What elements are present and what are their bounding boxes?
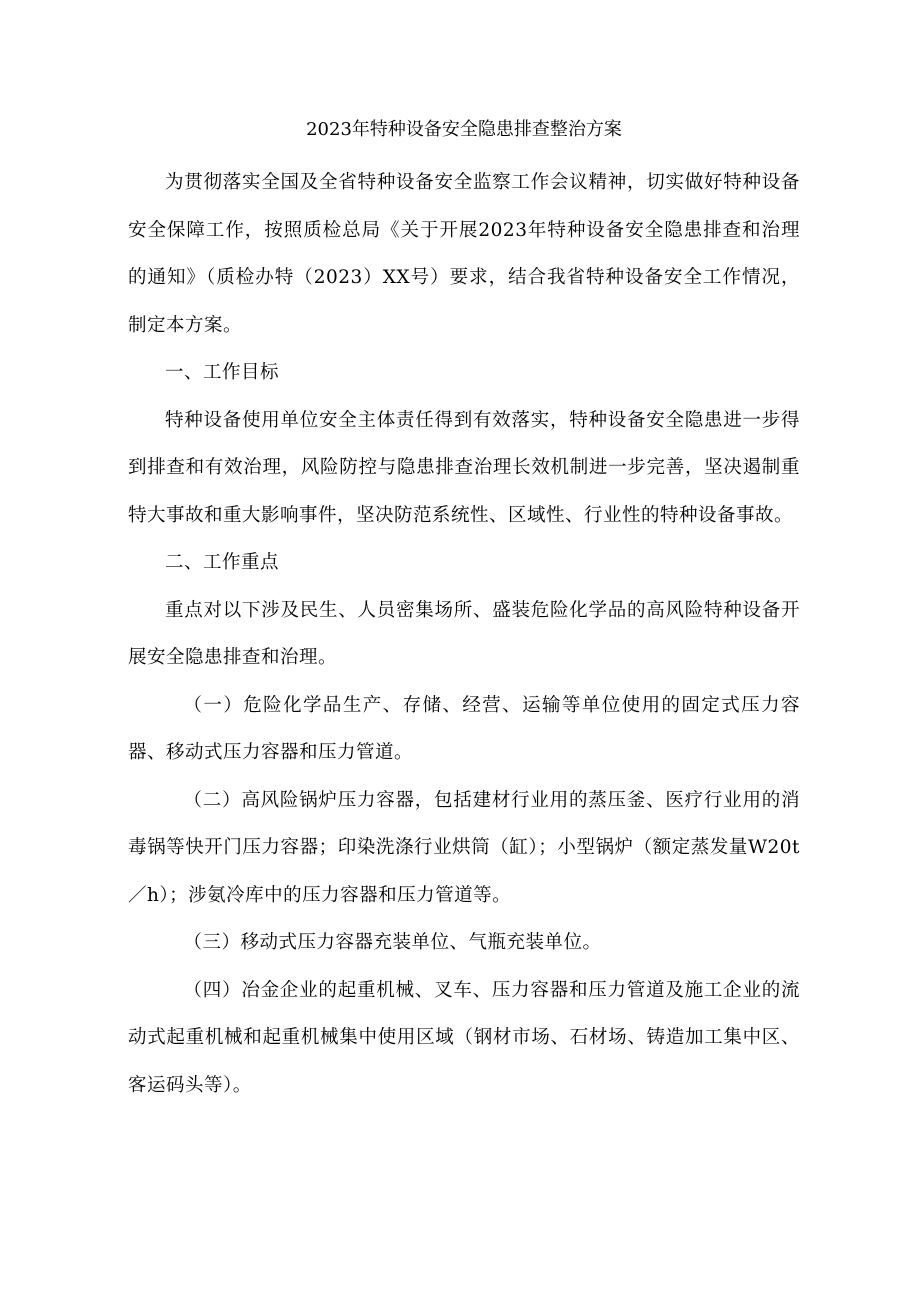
section-heading-focus: 二、工作重点	[165, 552, 280, 573]
focus-item-2: （二）高风险锅炉压力容器，包括建材行业用的蒸压釜、医疗行业用的消毒锅等快开门压力容器；印染洗涤行业烘筒（缸）；小型锅炉（额定蒸发量W20t／h）；涉氨冷库中的压力容器和压力管道等。	[128, 789, 800, 906]
section-heading-goals: 一、工作目标	[165, 362, 280, 383]
goals-paragraph: 特种设备使用单位安全主体责任得到有效落实，特种设备安全隐患进一步得到排查和有效治理，风险防控与隐患排查治理长效机制进一步完善，坚决遏制重特大事故和重大影响事件，坚决防范系统性、区域性、行业性的特种设备事故。	[128, 409, 800, 526]
focus-paragraph: 重点对以下涉及民生、人员密集场所、盛装危险化学品的高风险特种设备开展安全隐患排查和治理。	[128, 599, 800, 668]
focus-item-1: （一）危险化学品生产、存储、经营、运输等单位使用的固定式压力容器、移动式压力容器和压力管道。	[128, 694, 800, 763]
document-title: 2023年特种设备安全隐患排查整治方案	[306, 119, 622, 140]
intro-paragraph: 为贯彻落实全国及全省特种设备安全监察工作会议精神，切实做好特种设备安全保障工作，按照质检总局《关于开展2023年特种设备安全隐患排查和治理的通知》（质检办特（2023）XX号）要求，结合我省特种设备安全工作情况，制定本方案。	[128, 172, 800, 336]
focus-item-4: （四）冶金企业的起重机械、叉车、压力容器和压力管道及施工企业的流动式起重机械和起重机械集中使用区域（钢材市场、石材场、铸造加工集中区、客运码头等）。	[128, 979, 800, 1096]
focus-item-3: （三）移动式压力容器充装单位、气瓶充装单位。	[183, 932, 602, 953]
